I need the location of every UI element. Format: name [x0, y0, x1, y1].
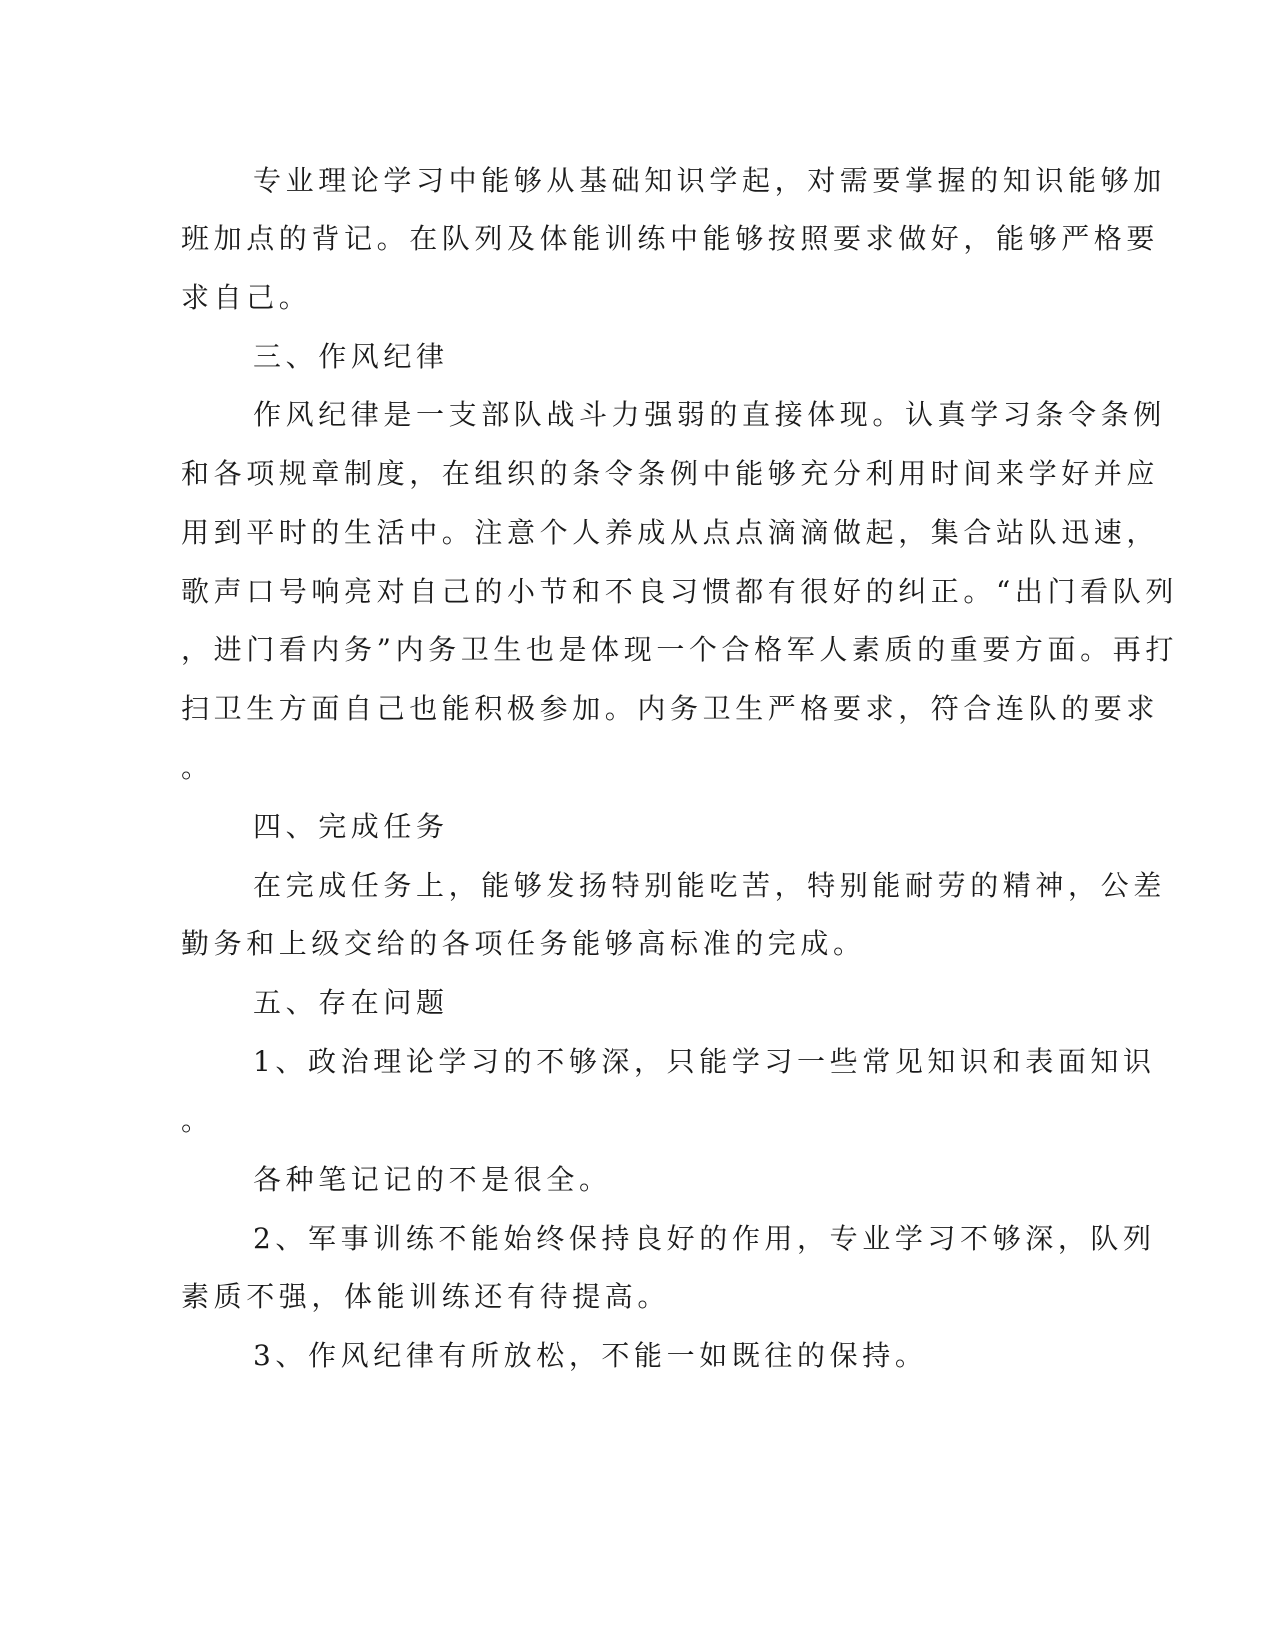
section-heading: 三、作风纪律 [253, 340, 449, 373]
paragraph-line: 班加点的背记。在队列及体能训练中能够按照要求做好，能够严格要 [181, 222, 1160, 255]
paragraph-line: 扫卫生方面自己也能积极参加。内务卫生严格要求，符合连队的要求 [181, 692, 1160, 725]
paragraph-line: 专业理论学习中能够从基础知识学起，对需要掌握的知识能够加 [253, 164, 1166, 197]
paragraph-line: 歌声口号响亮对自己的小节和不良习惯都有很好的纠正。“出门看队列 [181, 575, 1178, 608]
paragraph-line: 1、政治理论学习的不够深，只能学习一些常见知识和表面知识 [253, 1045, 1156, 1078]
section-heading: 五、存在问题 [253, 986, 449, 1019]
section-heading: 四、完成任务 [253, 810, 449, 843]
paragraph-line: 在完成任务上，能够发扬特别能吃苦，特别能耐劳的精神，公差 [253, 869, 1166, 902]
paragraph-line: 。 [181, 1104, 214, 1137]
paragraph-line: 勤务和上级交给的各项任务能够高标准的完成。 [181, 927, 866, 960]
paragraph-line: 各种笔记记的不是很全。 [253, 1163, 612, 1196]
paragraph-line: 用到平时的生活中。注意个人养成从点点滴滴做起，集合站队迅速， [181, 516, 1160, 549]
paragraph-line: 3、作风纪律有所放松，不能一如既往的保持。 [253, 1339, 928, 1372]
paragraph-line: 作风纪律是一支部队战斗力强弱的直接体现。认真学习条令条例 [253, 398, 1166, 431]
paragraph-line: 。 [181, 751, 214, 784]
paragraph-line: ，进门看内务”内务卫生也是体现一个合格军人素质的重要方面。再打 [181, 633, 1178, 666]
paragraph-line: 求自己。 [181, 281, 312, 314]
paragraph-line: 和各项规章制度，在组织的条令条例中能够充分利用时间来学好并应 [181, 457, 1160, 490]
paragraph-line: 2、军事训练不能始终保持良好的作用，专业学习不够深，队列 [253, 1222, 1156, 1255]
paragraph-line: 素质不强，体能训练还有待提高。 [181, 1280, 671, 1313]
